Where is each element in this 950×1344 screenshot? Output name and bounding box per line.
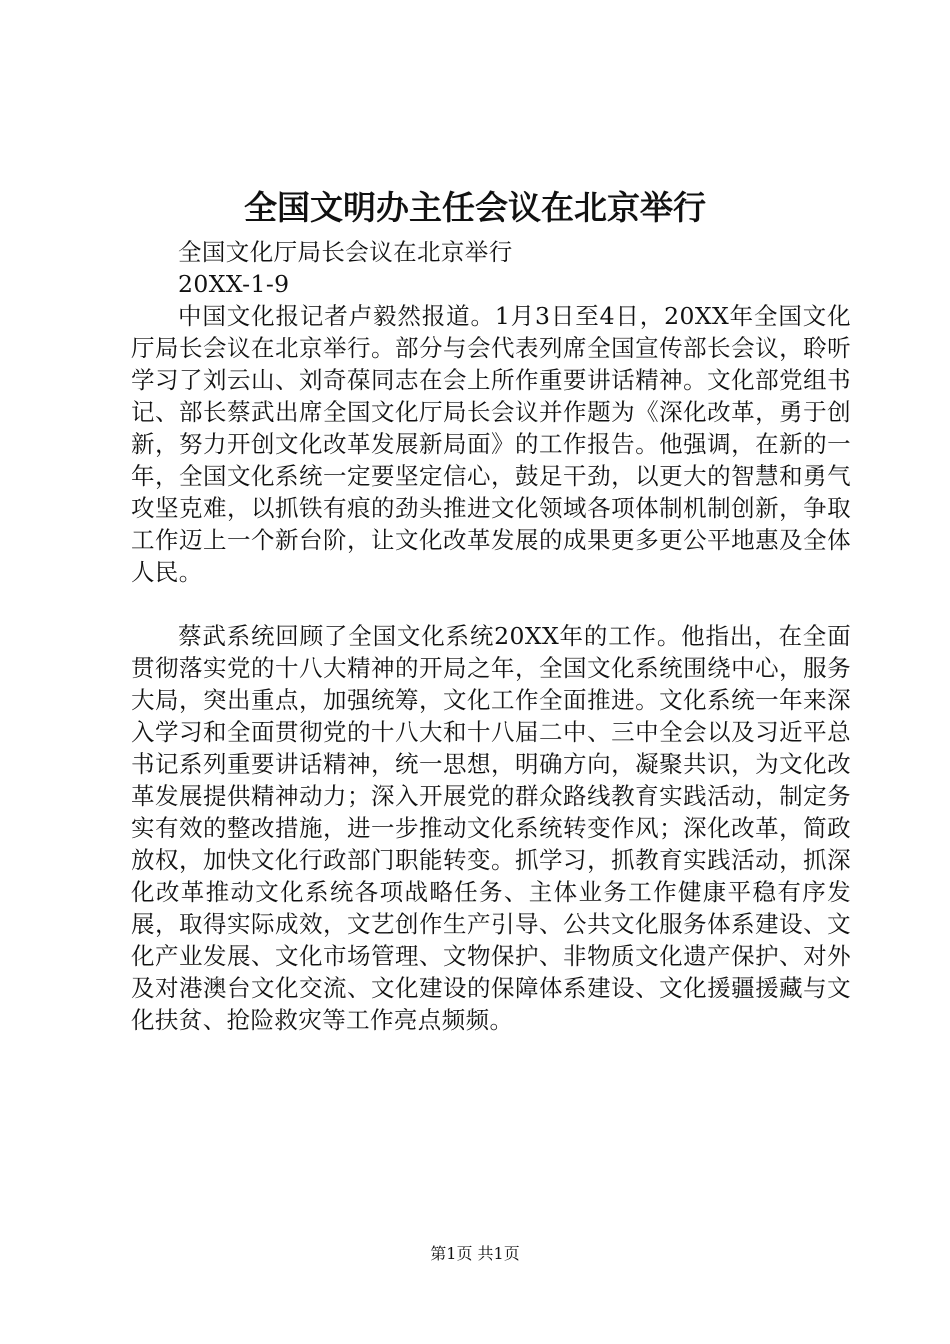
paragraph-2: 蔡武系统回顾了全国文化系统20XX年的工作。他指出，在全面贯彻落实党的十八大精神的开局之年，全国文化系统围绕中心，服务大局，突出重点，加强统筹，文化工作全面推进。文化系统一年来深入学习和全面贯彻党的十八大和十八届二中、三中全会以及习近平总书记系列重要讲话精神，统一思想，明确方向，凝聚共识，为文化改革发展提供精神动力；深入开展党的群众路线教育实践活动，制定务实有效的整改措施，进一步推动文化系统转变作风；深化改革，简政放权，加快文化行政部门职能转变。抓学习，抓教育实践活动，抓深化改革推动文化系统各项战略任务、主体业务工作健康平稳有序发展，取得实际成效，文艺创作生产引导、公共文化服务体系建设、文化产业发展、文化市场管理、文物保护、非物质文化遗产保护、对外及对港澳台文化交流、文化建设的保障体系建设、文化援疆援藏与文化扶贫、抢险救灾等工作亮点频频。 [131, 622, 851, 1034]
document-subtitle: 全国文化厅局长会议在北京举行 [178, 238, 513, 266]
document-body [131, 236, 851, 1036]
document-title: 全国文明办主任会议在北京举行 [244, 188, 706, 227]
document-date: 20XX-1-9 [178, 270, 290, 298]
page-number-footer: 第1页 共1页 [430, 1244, 520, 1263]
paragraph-1: 中国文化报记者卢毅然报道。1月3日至4日，20XX年全国文化厅局长会议在北京举行。部分与会代表列席全国宣传部长会议，聆听学习了刘云山、刘奇葆同志在会上所作重要讲话精神。文化部党组书记、部长蔡武出席全国文化厅局长会议并作题为《深化改革，勇于创新，努力开创文化改革发展新局面》的工作报告。他强调，在新的一年，全国文化系统一定要坚定信心，鼓足干劲，以更大的智慧和勇气攻坚克难，以抓铁有痕的劲头推进文化领域各项体制机制创新，争取工作迈上一个新台阶，让文化改革发展的成果更多更公平地惠及全体人民。 [131, 302, 851, 586]
paragraph-spacer [131, 588, 851, 620]
